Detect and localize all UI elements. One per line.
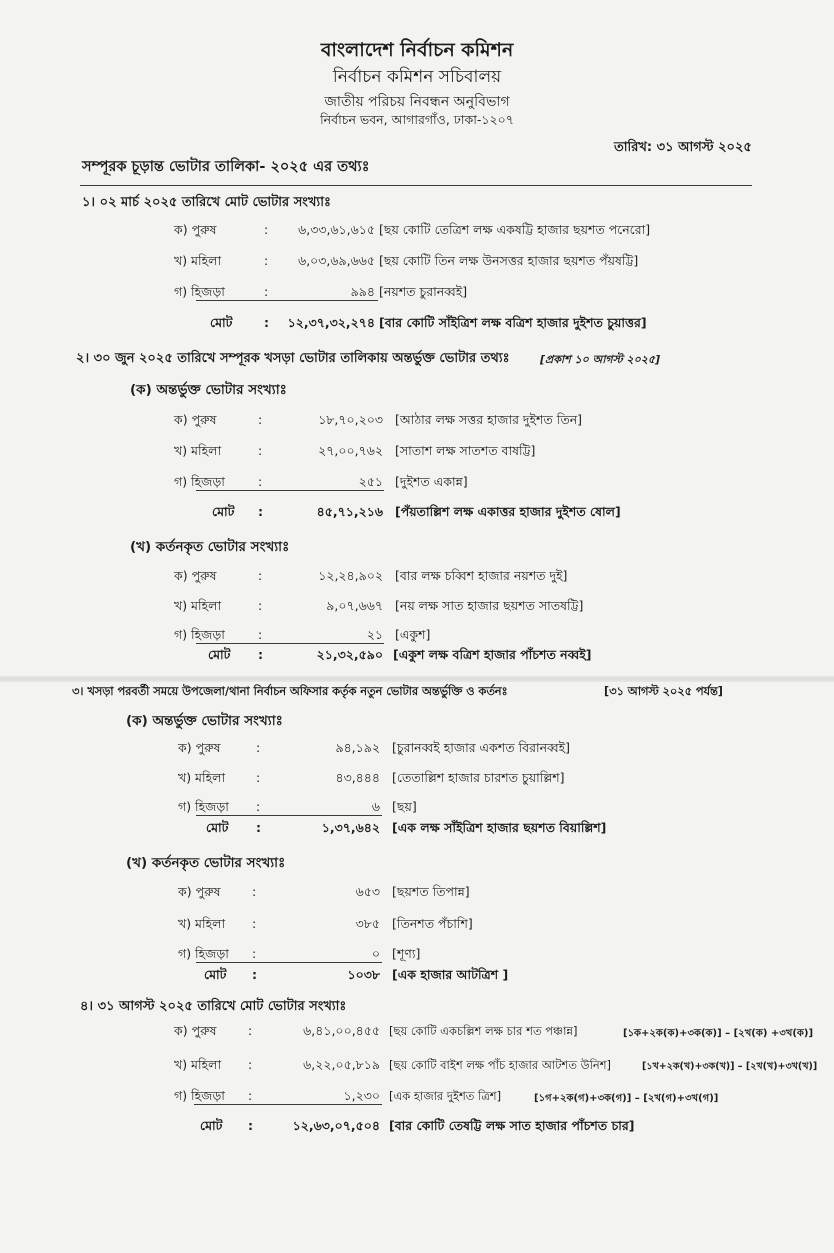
section-4-heading: ৪। ৩১ আগস্ট ২০২৫ তারিখে মোট ভোটার সংখ্যাঃ	[80, 999, 347, 1014]
total-value: ১২,৩৭,৩২,২৭৪	[287, 315, 375, 330]
total-words: [বার কোটি তেষট্টি লক্ষ সাত হাজার পাঁচশত চার]	[389, 1118, 635, 1133]
colon: :	[248, 1057, 253, 1072]
document-title: সম্পূরক চূড়ান্ত ভোটার তালিকা- ২০২৫ এর তথ্যঃ	[82, 159, 370, 175]
row-value: ৬,০৩,৬৯,৬৬৫	[298, 253, 375, 268]
colon: :	[264, 284, 269, 299]
document-date: তারিখ: ৩১ আগস্ট ২০২৫	[614, 140, 752, 155]
colon: :	[256, 799, 261, 814]
total-label: মোট	[212, 504, 235, 519]
underline	[194, 1104, 382, 1105]
row-words: [ছয় কোটি বাইশ লক্ষ পাঁচ হাজার আটশত উনিশ]	[389, 1058, 612, 1072]
row-words: [সাতাশ লক্ষ সাতশত বাষট্টি]	[395, 443, 536, 458]
row-words: [নয়শত চুরানব্বই]	[379, 284, 468, 299]
row-value: ৯৪,১৯২	[335, 740, 380, 755]
colon: :	[252, 946, 257, 961]
row-value: ৪৩,৪৪৪	[335, 770, 380, 785]
org-name: বাংলাদেশ নির্বাচন কমিশন	[320, 39, 514, 61]
row-words: [ছয়]	[392, 799, 417, 814]
total-words: [একুশ লক্ষ বত্রিশ হাজার পাঁচশত নব্বই]	[393, 647, 592, 662]
row-value: ১২,২৪,৯০২	[318, 568, 383, 583]
row-words: [তিনশত পঁচাশি]	[392, 916, 473, 931]
colon: :	[248, 1088, 253, 1103]
row-value: ১৮,৭০,২০৩	[318, 412, 383, 427]
row-label: খ) মহিলা	[174, 253, 222, 268]
underline	[196, 962, 382, 963]
colon: :	[256, 820, 261, 835]
colon: :	[258, 647, 263, 662]
row-label: খ) মহিলা	[174, 443, 222, 458]
row-words: [চুরানব্বই হাজার একশত বিরানব্বই]	[392, 740, 571, 755]
subsection-3b-heading: (খ) কর্তনকৃত ভোটার সংখ্যাঃ	[126, 855, 286, 871]
total-words: [বার কোটি সাঁইত্রিশ লক্ষ বত্রিশ হাজার দুইশত চুয়াত্তর]	[379, 315, 647, 330]
colon: :	[258, 412, 263, 427]
underline	[196, 490, 384, 491]
row-value: ২১	[366, 627, 383, 642]
cutoff-note: [৩১ আগস্ট ২০২৫ পর্যন্ত]	[604, 685, 723, 698]
row-words: [বার লক্ষ চব্বিশ হাজার নয়শত দুই]	[395, 568, 568, 583]
row-value: ২৭,০০,৭৬২	[318, 443, 383, 458]
subsection-3a-heading: (ক) অন্তর্ভুক্ত ভোটার সংখ্যাঃ	[126, 713, 283, 729]
total-words: [এক হাজার আটত্রিশ ]	[392, 967, 509, 982]
colon: :	[258, 598, 263, 613]
row-value: ২৫১	[358, 474, 383, 489]
underline	[196, 815, 382, 816]
colon: :	[252, 916, 257, 931]
row-value: ৬,৪১,০০,৪৫৫	[303, 1023, 380, 1038]
row-label: গ) হিজড়া	[174, 1088, 225, 1103]
title-divider	[80, 185, 752, 186]
secretariat-name: নির্বাচন কমিশন সচিবালয়	[332, 67, 502, 87]
colon: :	[248, 1118, 253, 1133]
row-words: [ছয় কোটি একচল্লিশ লক্ষ চার শত পঞ্চান্ন]	[389, 1024, 578, 1038]
colon: :	[258, 504, 263, 519]
colon: :	[256, 740, 261, 755]
subsection-2b-heading: (খ) কর্তনকৃত ভোটার সংখ্যাঃ	[130, 539, 290, 555]
colon: :	[258, 627, 263, 642]
row-words: [ছয় কোটি তিন লক্ষ উনসত্তর হাজার ছয়শত পঁয়ষট্টি]	[379, 253, 639, 268]
paper-fold	[0, 676, 834, 682]
total-value: ১০৩৮	[347, 967, 380, 982]
row-words: [আঠার লক্ষ সত্তর হাজার দুইশত তিন]	[395, 412, 583, 427]
row-label: ক) পুরুষ	[174, 412, 217, 427]
total-label: মোট	[200, 1118, 223, 1133]
row-words: [ছয়শত তিপান্ন]	[392, 884, 470, 899]
row-label: ক) পুরুষ	[174, 1023, 217, 1038]
section-2-heading: ২। ৩০ জুন ২০২৫ তারিখে সম্পূরক খসড়া ভোটার তালিকায় অন্তর্ভুক্ত ভোটার তথ্যঃ	[76, 351, 510, 366]
total-label: মোট	[206, 820, 229, 835]
total-value: ১,৩৭,৬৪২	[321, 820, 380, 835]
row-formula: [১খ+২ক(খ)+৩ক(খ)] – [২খ(খ)+৩খ(খ)]	[642, 1061, 818, 1072]
row-value: ৬,২২,০৫,৮১৯	[303, 1057, 380, 1072]
total-value: ১২,৬৩,০৭,৫০৪	[292, 1118, 380, 1133]
colon: :	[252, 967, 257, 982]
row-words: [ছয় কোটি তেত্রিশ লক্ষ একষট্টি হাজার ছয়শত পনেরো]	[379, 222, 651, 237]
row-value: ৯৯৪	[350, 284, 375, 299]
row-label: গ) হিজড়া	[178, 799, 229, 814]
total-words: [এক লক্ষ সাঁইত্রিশ হাজার ছয়শত বিয়াল্লিশ]	[392, 820, 607, 835]
colon: :	[258, 443, 263, 458]
row-value: ৬,৩৩,৬১,৬১৫	[298, 222, 375, 237]
total-label: মোট	[208, 647, 231, 662]
total-label: মোট	[210, 315, 233, 330]
total-value: ২১,৩২,৫৯০	[316, 647, 383, 662]
colon: :	[252, 884, 257, 899]
row-label: খ) মহিলা	[178, 770, 226, 785]
underline	[196, 300, 378, 301]
row-words: [নয় লক্ষ সাত হাজার ছয়শত সাতষট্টি]	[395, 598, 584, 613]
section-1-heading: ১। ০২ মার্চ ২০২৫ তারিখে মোট ভোটার সংখ্যাঃ	[82, 195, 331, 210]
row-words: [এক হাজার দুইশত ত্রিশ]	[389, 1089, 502, 1103]
row-label: ক) পুরুষ	[174, 222, 217, 237]
row-value: ৬৫৩	[355, 884, 380, 899]
colon: :	[256, 770, 261, 785]
colon: :	[264, 253, 269, 268]
row-value: ৯,০৭,৬৬৭	[326, 598, 383, 613]
colon: :	[264, 222, 269, 237]
row-formula: [১ক+২ক(ক)+৩ক(ক)] – [২খ(ক) +৩খ(ক)]	[623, 1028, 814, 1039]
colon: :	[264, 315, 269, 330]
row-label: ক) পুরুষ	[174, 568, 217, 583]
section-3-heading: ৩। খসড়া পরবর্তী সময়ে উপজেলা/থানা নির্বাচন অফিসার কর্তৃক নতুন ভোটার অন্তর্ভুক্তি ও কর্তনঃ	[72, 685, 508, 698]
row-label: গ) হিজড়া	[174, 284, 225, 299]
colon: :	[248, 1023, 253, 1038]
row-words: [তেতাল্লিশ হাজার চারশত চুয়াল্লিশ]	[392, 770, 565, 785]
row-value: ৬	[371, 799, 380, 814]
underline	[196, 643, 384, 644]
row-words: [একুশ]	[395, 627, 431, 642]
row-label: ক) পুরুষ	[178, 884, 221, 899]
row-label: ক) পুরুষ	[178, 740, 221, 755]
row-label: গ) হিজড়া	[174, 474, 225, 489]
subsection-2a-heading: (ক) অন্তর্ভুক্ত ভোটার সংখ্যাঃ	[130, 382, 287, 398]
row-formula: [১গ+২ক(গ)+৩ক(গ)] – [২খ(গ)+৩খ(গ)]	[534, 1093, 719, 1104]
total-words: [পঁয়তাল্লিশ লক্ষ একাত্তর হাজার দুইশত ষোল]	[395, 504, 621, 519]
row-label: গ) হিজড়া	[178, 946, 229, 961]
row-label: খ) মহিলা	[174, 1057, 222, 1072]
total-value: ৪৫,৭১,২১৬	[316, 504, 383, 519]
row-label: খ) মহিলা	[174, 598, 222, 613]
row-label: গ) হিজড়া	[174, 627, 225, 642]
row-words: [শূণ্য]	[392, 946, 421, 961]
total-label: মোট	[204, 967, 227, 982]
row-value: ০	[371, 946, 380, 961]
publication-note: [প্রকাশ ১০ আগস্ট ২০২৫]	[540, 353, 661, 366]
row-words: [দুইশত একান্ন]	[395, 474, 468, 489]
row-label: খ) মহিলা	[178, 916, 226, 931]
colon: :	[258, 568, 263, 583]
colon: :	[258, 474, 263, 489]
address: নির্বাচন ভবন, আগারগাঁও, ঢাকা-১২০৭	[320, 112, 514, 127]
row-value: ৩৮৫	[355, 916, 380, 931]
row-value: ১,২৩০	[343, 1088, 380, 1103]
division-name: জাতীয় পরিচয় নিবন্ধন অনুবিভাগ	[324, 94, 510, 110]
